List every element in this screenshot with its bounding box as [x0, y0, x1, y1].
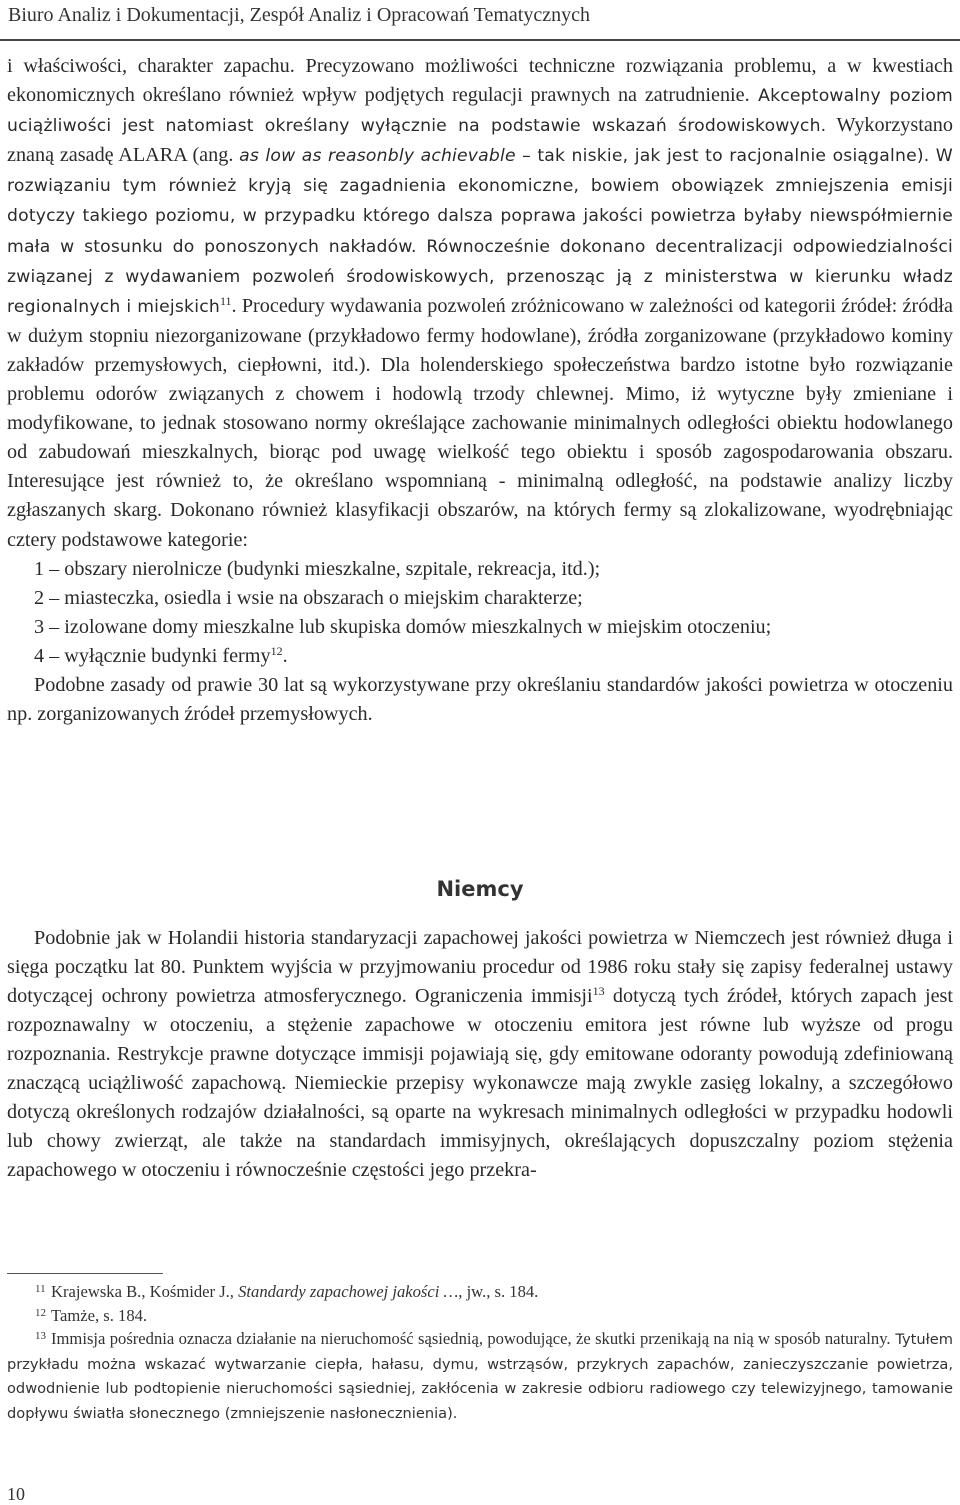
running-header: Biuro Analiz i Dokumentacji, Zespół Analiz i Opracowań Tematycznych [8, 4, 590, 26]
text-run: . [282, 644, 288, 667]
italic-title: Standardy zapachowej jakości … [238, 1282, 459, 1301]
text-run: dotyczą tych źródeł, których zapach jest rozpoznawalny w otoczeniu, a stężenie zapachowe w otoczeniu emitora jest równe lub wyższe od progu rozpoznania. Restrykcje prawne dotyczące immisji pojawiają się, gdy emitowane odoranty powodują zdefiniowaną znaczącą uciążliwość zapachową. Niemieckie przepisy wykonawcze mają zwykle zasięg lokalny, a szczegółowo dotyczą określonych rodzajów działalności, są oparte na wykresach minimalnych odległości w przypadku hodowli lub chowy zwierząt, ale także na standardach immisyjnych, określających dopuszczalny poziom stężenia zapachowego w otoczeniu i równocześnie częstości jego przekra- [7, 985, 953, 1181]
list-item: 1 – obszary nierolnicze (budynki mieszkalne, szpitale, rekreacja, itd.); [34, 557, 601, 580]
text-run: W rozwiązaniu tym również kryją się zagadnienia ekonomiczne, bowiem obowiązek zmniejszenia emisji dotyczy takiego poziomu, w przypadku którego dalsza poprawa jakości powietrza byłaby niewspółmiernie mała w stosunku do ponoszonych nakładów. [7, 146, 953, 257]
italic-term: as low as reasonbly achievable [239, 146, 516, 167]
text-run: Mimo, iż wytyczne były zmieniane i modyfikowane, to jednak stosowano normy określające zachowanie minimalnych odległości obiektu hodowlanego od zabudowań mieszkalnych, biorąc pod uwagę wielkość tego obiektu i sposób zagospodarowania obszaru. Interesujące jest również to, że określano wspomnianą - minimalną odległość, na podstawie analizy liczby zgłaszanych skarg. Dokonano również klasyfikacji obszarów, na których fermy są zlokalizowane, wyodrębniając cztery podstawowe kategorie: [7, 383, 953, 551]
text-run: , jw., s. 184. [458, 1282, 539, 1301]
text-run: Tytułem przykładu można wskazać wytwarzanie ciepła, hałasu, dymu, wstrząsów, przykrych zapachów, zanieczyszczanie powietrza, odwodnienie lub podtopienie nieruchomości sąsiedniej, zakłócenia w zakresie odbioru radiowego czy telewizyjnego, tamowanie dopływu światła słonecznego (zmniejszenie nasłonecznienia). [7, 1331, 953, 1422]
paragraph [7, 924, 953, 1185]
text-run: 4 – wyłącznie budynki fermy [34, 644, 271, 667]
text-run: Podobnie jak w Holandii historia standaryzacji zapachowej jakości powietrza w Niemczech jest również długa i sięga początku lat 80. Punktem wyjścia w przyjmowaniu procedur od 1986 roku stały się zapisy federalnej ustawy dotyczącej ochrony powietrza atmosferycznego. Ograniczenia immisji [7, 927, 953, 1007]
text-run: – tak niskie, jak jest to racjonalnie osiągalne). [515, 146, 930, 167]
section-heading: Niemcy [436, 877, 524, 901]
body-text-germany [7, 924, 953, 1185]
category-list [7, 555, 953, 671]
text-run: . Procedury wydawania pozwoleń zróżnicowano w zależności od kategorii źródeł: źródła w dużym stopniu niezorganizowane (przykładowo fermy hodowlane), źródła zorganizowane (przykładowo kominy zakładów przemysłowych, ciepłowni, itd.). [7, 294, 953, 376]
footnote: 13 Immisja pośrednia oznacza działanie na nieruchomość sąsiednią, powodujące, że skutki przenikają na nią w sposób naturalny. Tytułem przykładu można wskazać wytwarzanie ciepła, hałasu, dymu, wstrząsów, przykrych zapachów, zanieczyszczanie powietrza, odwodnienie lub podtopienie nieruchomości sąsiedniej, zakłócenia w zakresie odbioru radiowego czy telewizyjnego, tamowanie dopływu światła słonecznego (zmniejszenie nasłonecznienia). [7, 1329, 953, 1422]
text-run: i właściwości, charakter zapachu. Precyzowano możliwości techniczne rozwiązania problemu, a w kwestiach ekonomicznych określano również wpływ podjętych regulacji prawnych na zatrudnienie. [7, 55, 953, 107]
footnote-ref[interactable]: 11 [219, 293, 232, 308]
list-item: 3 – izolowane domy mieszkalne lub skupiska domów mieszkalnych w miejskim otoczeniu; [34, 615, 772, 638]
footnote: 12 Tamże, s. 184. [35, 1305, 148, 1325]
text-run: Krajewska B., Kośmider J., [51, 1282, 239, 1301]
footnote-ref[interactable]: 13 [592, 984, 605, 998]
header-divider [0, 39, 960, 41]
text-run: Tamże, s. 184. [51, 1305, 148, 1325]
text-run: Równocześnie dokonano decentralizacji odpowiedzialności związanej z wydawaniem pozwoleń środowiskowych, przenosząc ją z ministerstwa w kierunku władz regionalnych i miejskich [7, 236, 953, 317]
list-item: 2 – miasteczka, osiedla i wsie na obszarach o miejskim charakterze; [34, 586, 583, 609]
footnotes [7, 1280, 953, 1426]
text-run: Wykorzystano znaną zasadę ALARA (ang. [7, 114, 953, 167]
footnote: 11 Krajewska B., Kośmider J., Standardy zapachowej jakości …, jw., s. 184. [35, 1282, 539, 1301]
footnote-ref[interactable]: 12 [270, 643, 283, 658]
list-item [7, 642, 953, 671]
text-run: Akceptowalny poziom uciążliwości jest natomiast określany wyłącznie na podstawie wskazań środowiskowych. [7, 86, 953, 137]
text-run: Dla holenderskiego społeczeństwa bardzo istotne było rozwiązanie problemu odorów związanych z chowem i hodowlą trzody chlewnej. [7, 353, 953, 406]
footnote-divider [7, 1273, 163, 1274]
page-number: 10 [7, 1484, 25, 1504]
paragraph: Podobne zasady od prawie 30 lat są wykorzystywane przy określaniu standardów jakości powietrza w otoczeniu np. zorganizowanych źródeł przemysłowych. [7, 673, 953, 726]
text-run: Immisja pośrednia oznacza działanie na nieruchomość sąsiednią, powodujące, że skutki przenikają na nią w sposób naturalny. [51, 1329, 891, 1349]
paragraph [7, 52, 953, 555]
body-text-netherlands [7, 52, 953, 729]
